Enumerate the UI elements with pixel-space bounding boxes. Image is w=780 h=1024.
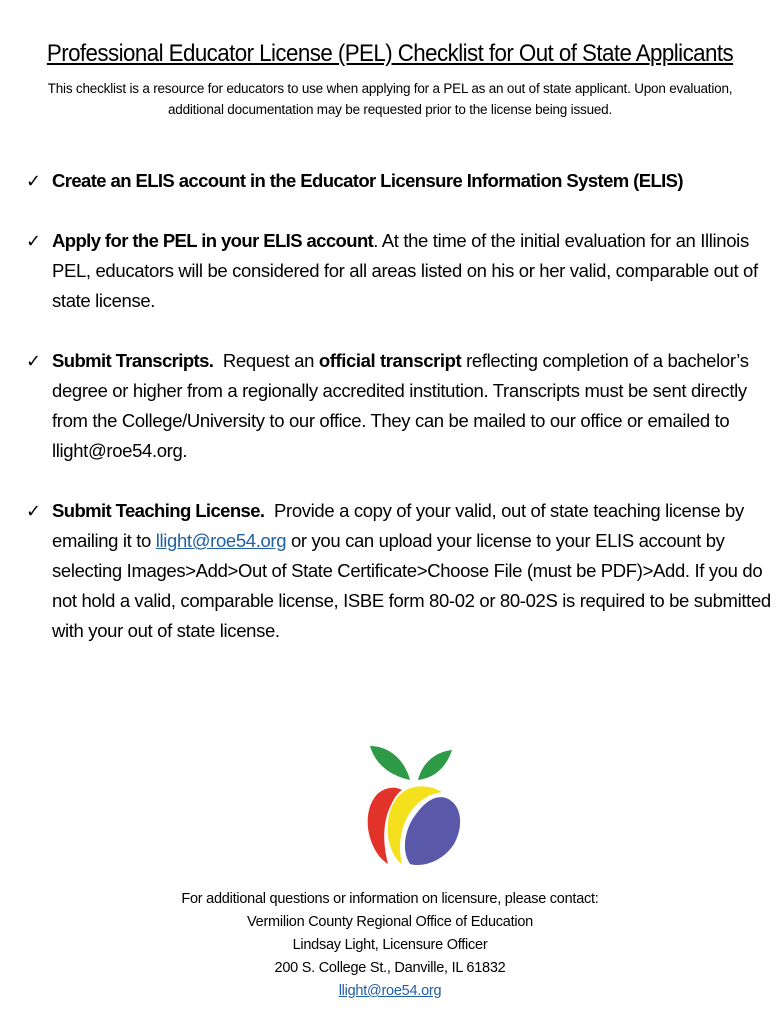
item-text: or you can upload your license to your ELIS account by selecting Images>Add>Out of State Certificate>Choose File (must be PDF)>Add. If you do not hold a valid, comparable license, ISBE form 80-02 or 80-02S is required to be submitted with your out of state license. <box>52 530 771 641</box>
intro-text <box>20 78 760 120</box>
right-leaf-shape <box>418 750 452 780</box>
apple-logo-icon <box>362 740 466 868</box>
contact-person: Lindsay Light, Licensure Officer <box>292 937 488 953</box>
checklist-item-submit-transcripts <box>26 346 774 466</box>
item-heading: Apply for the PEL in your ELIS account <box>52 230 374 251</box>
intro-line-2: additional documentation may be requested prior to the license being issued. <box>167 102 613 117</box>
item-text: Request an <box>213 350 319 371</box>
intro-line-1: This checklist is a resource for educators to use when applying for a PEL as an out of state applicant. Upon evaluation, <box>47 81 733 96</box>
item-heading: Create an ELIS account in the Educator Licensure Information System (ELIS) <box>52 170 683 191</box>
item-heading: Submit Teaching License. <box>52 500 265 521</box>
checklist-item-apply-pel <box>26 226 774 316</box>
checkmark-icon: ✓ <box>26 501 41 521</box>
item-heading: Submit Transcripts. <box>52 350 214 371</box>
checkmark-icon: ✓ <box>26 231 41 251</box>
checkmark-icon: ✓ <box>26 351 41 371</box>
item-emphasis: official transcript <box>318 350 462 371</box>
checklist-item-create-account <box>26 166 774 196</box>
left-leaf-shape <box>370 746 410 780</box>
item-text: . At the time of the initial evaluation for an Illinois PEL, educators will be considered for all areas listed on his or her valid, comparable out of state license. <box>52 230 758 311</box>
contact-email-link[interactable]: llight@roe54.org <box>338 983 442 999</box>
checkmark-icon: ✓ <box>26 171 41 191</box>
checklist-item-submit-license <box>26 496 774 646</box>
item-text: reflecting completion of a bachelor’s degree or higher from a regionally accredited institution. Transcripts must be sent directly from the College/University to our office. They can be mailed to our office or emailed to llight@roe54.org. <box>52 350 749 461</box>
contact-office: Vermilion County Regional Office of Education <box>247 914 533 930</box>
item-text: Provide a copy of your valid, out of state teaching license by emailing it to <box>52 500 749 551</box>
page-title: Professional Educator License (PEL) Checklist for Out of State Applicants <box>46 40 734 67</box>
contact-block <box>0 888 780 1003</box>
contact-address: 200 S. College St., Danville, IL 61832 <box>274 960 506 976</box>
email-link[interactable]: llight@roe54.org <box>155 530 287 551</box>
contact-intro: For additional questions or information on licensure, please contact: <box>181 891 599 907</box>
checklist <box>26 166 774 676</box>
